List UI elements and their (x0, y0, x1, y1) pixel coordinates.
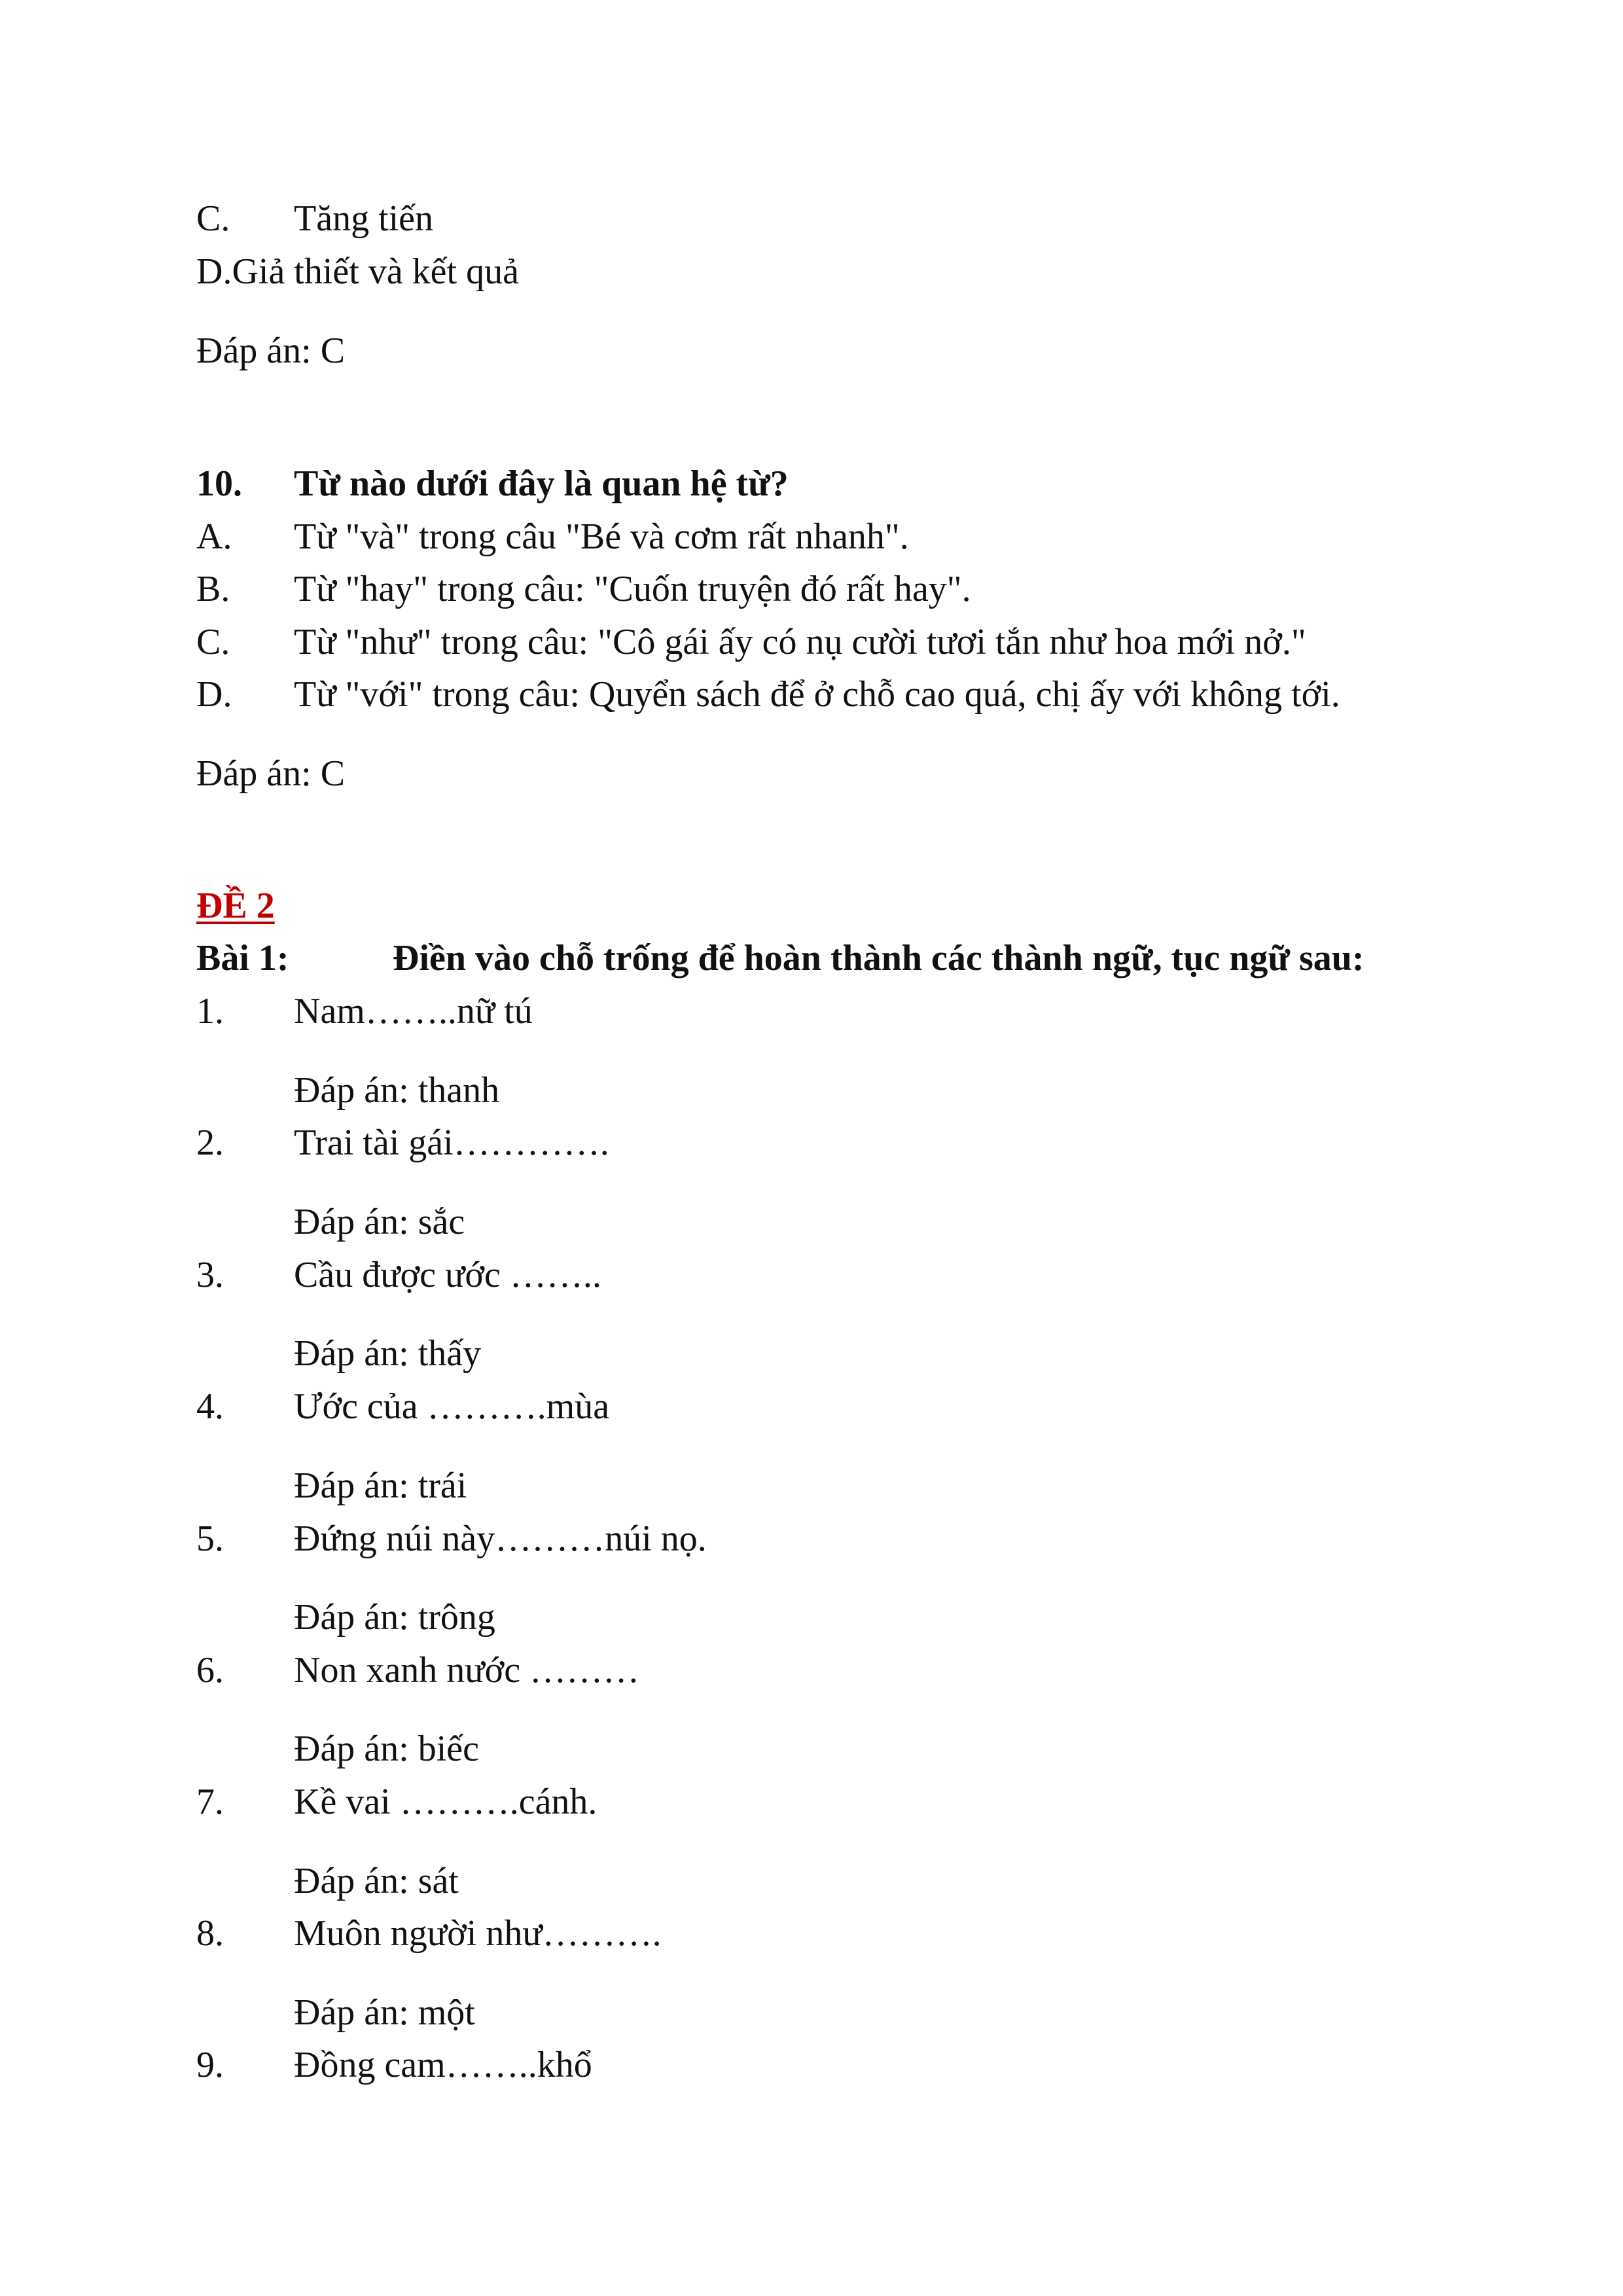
section-heading: ĐỀ 2 (196, 886, 275, 926)
question-10-number: 10. (196, 463, 242, 504)
item-4-answer: Đáp án: trái (294, 1465, 467, 1506)
q10-option-b-text: Từ "hay" trong câu: "Cuốn truyện đó rất hay". (294, 569, 971, 609)
option-c-label: C. (196, 198, 230, 239)
item-3-number: 3. (196, 1255, 224, 1295)
item-7-answer: Đáp án: sát (294, 1861, 459, 1901)
item-5-number: 5. (196, 1518, 224, 1559)
q10-option-d-text: Từ "với" trong câu: Quyển sách để ở chỗ cao quá, chị ấy với không tới. (294, 674, 1340, 715)
option-d-text: D.Giả thiết và kết quả (196, 251, 519, 292)
item-8-text: Muôn người như………. (294, 1913, 662, 1954)
exercise-instruction: Điền vào chỗ trống để hoàn thành các thành ngữ, tục ngữ sau: (393, 938, 1364, 978)
item-1-text: Nam……..nữ tú (294, 991, 533, 1031)
item-4-text: Ước của ……….mùa (294, 1386, 610, 1427)
item-2-text: Trai tài gái…………. (294, 1122, 609, 1163)
item-6-number: 6. (196, 1650, 224, 1691)
question-10-text: Từ nào dưới đây là quan hệ từ? (294, 463, 789, 504)
item-7-number: 7. (196, 1782, 224, 1822)
item-1-number: 1. (196, 991, 224, 1031)
item-9-text: Đồng cam……..khổ (294, 2045, 592, 2085)
answer-prev: Đáp án: C (196, 331, 346, 371)
item-3-answer: Đáp án: thấy (294, 1333, 482, 1374)
item-3-text: Cầu được ước …….. (294, 1255, 601, 1295)
item-5-answer: Đáp án: trông (294, 1597, 495, 1638)
item-9-number: 9. (196, 2045, 224, 2085)
item-1-answer: Đáp án: thanh (294, 1070, 500, 1111)
item-5-text: Đứng núi này………núi nọ. (294, 1518, 707, 1559)
item-2-number: 2. (196, 1122, 224, 1163)
q10-option-a-label: A. (196, 516, 232, 557)
q10-answer: Đáp án: C (196, 753, 346, 794)
item-4-number: 4. (196, 1386, 224, 1427)
q10-option-c-label: C. (196, 622, 230, 662)
item-6-text: Non xanh nước ……… (294, 1650, 640, 1691)
item-6-answer: Đáp án: biếc (294, 1729, 479, 1769)
item-8-number: 8. (196, 1913, 224, 1954)
item-7-text: Kề vai ……….cánh. (294, 1782, 597, 1822)
exercise-label: Bài 1: (196, 938, 289, 978)
q10-option-b-label: B. (196, 569, 230, 609)
q10-option-c-text: Từ "như" trong câu: "Cô gái ấy có nụ cười tươi tắn như hoa mới nở." (294, 622, 1306, 662)
item-8-answer: Đáp án: một (294, 1992, 475, 2033)
q10-option-a-text: Từ "và" trong câu "Bé và cơm rất nhanh". (294, 516, 909, 557)
q10-option-d-label: D. (196, 674, 232, 715)
item-2-answer: Đáp án: sắc (294, 1202, 465, 1242)
option-c-text: Tăng tiến (294, 198, 434, 239)
